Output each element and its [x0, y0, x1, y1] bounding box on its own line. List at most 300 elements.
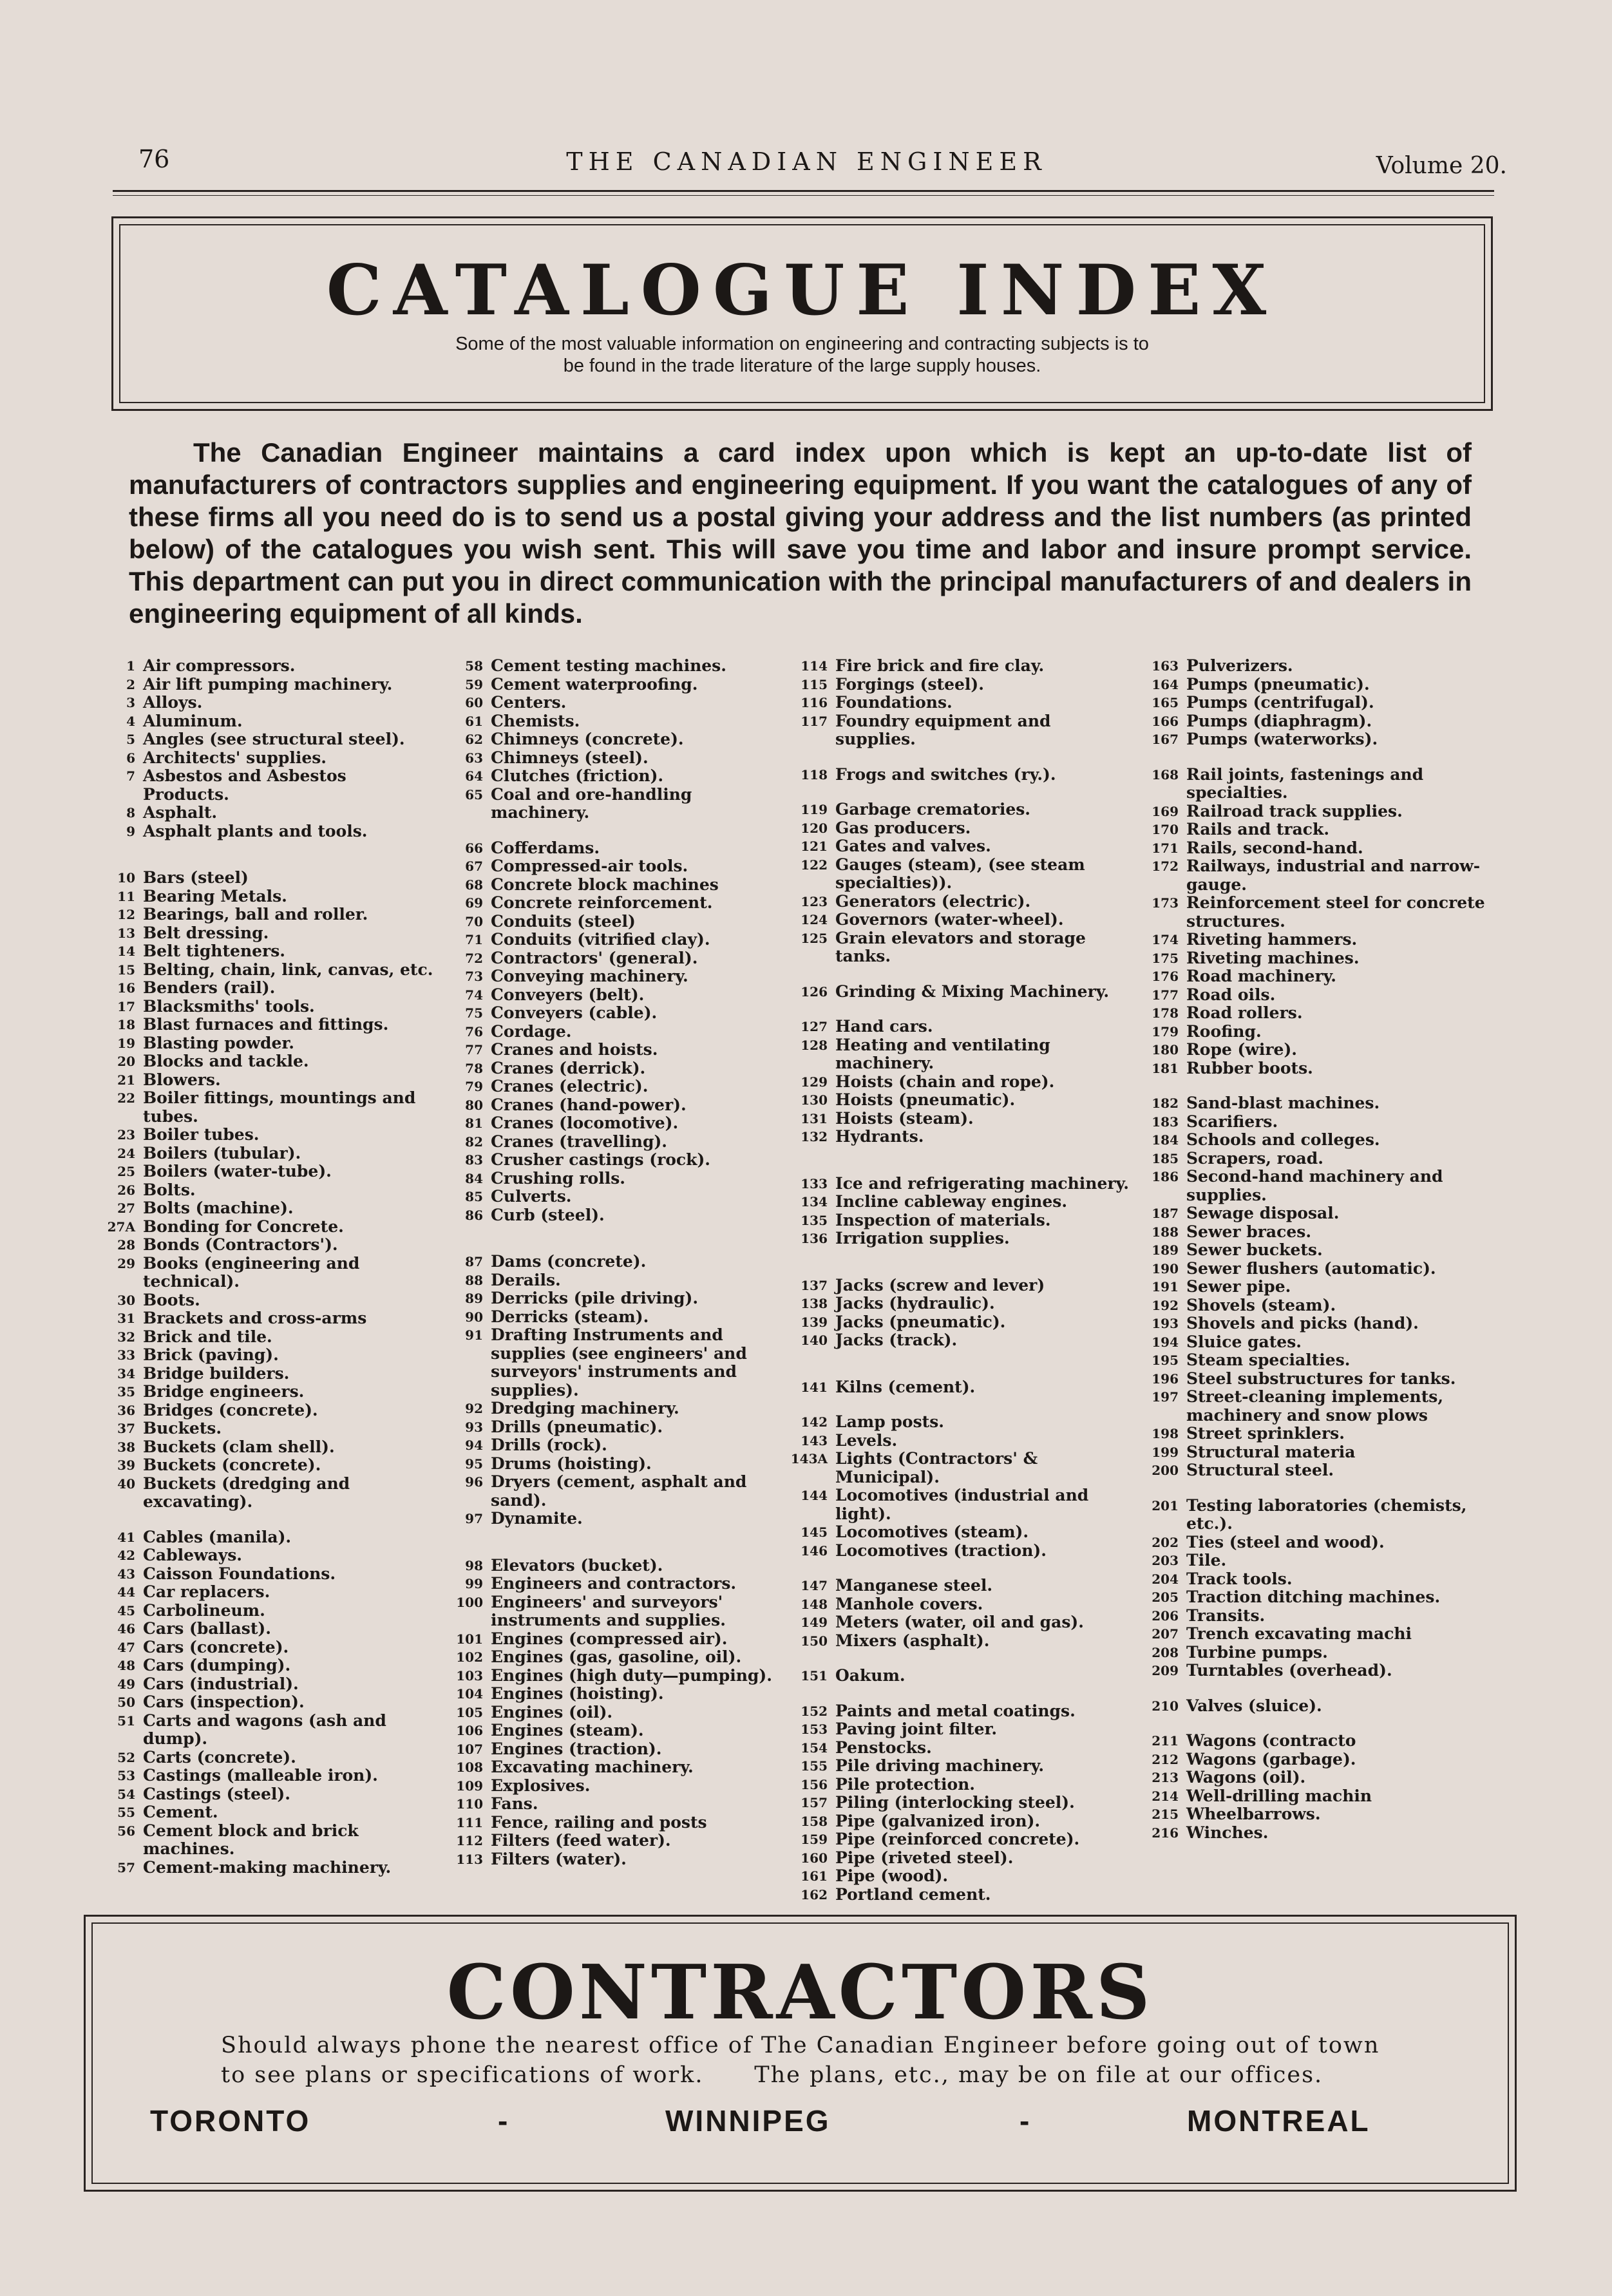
- index-entry-number: 98: [465, 1557, 483, 1573]
- catalogue-title: CATALOGUE INDEX: [326, 250, 1278, 331]
- index-entry: [444, 1575, 779, 1593]
- index-entry: [444, 749, 779, 768]
- index-entry: [444, 1685, 779, 1703]
- index-entry-number: 9: [126, 823, 135, 839]
- index-entry-label: Bars (steel): [143, 868, 249, 887]
- index-entry: [1140, 1113, 1488, 1132]
- city-separator-1: -: [498, 2104, 508, 2138]
- index-entry: [789, 766, 1133, 784]
- index-entry-label: Manganese steel.: [835, 1576, 993, 1595]
- index-entry: [444, 1630, 779, 1649]
- index-entry-label: Pipe (galvanized iron).: [835, 1811, 1041, 1830]
- index-entry: [789, 1073, 1133, 1092]
- index-entry-number: 72: [465, 950, 483, 966]
- index-entry-label: Buckets.: [143, 1419, 222, 1437]
- index-entry: [1140, 1296, 1488, 1315]
- index-entry: [789, 801, 1133, 819]
- catalogue-subtitle-line1: Some of the most valuable information on engineering and contracting subjects is to: [455, 334, 1149, 354]
- index-entry-label: Carts (concrete).: [143, 1747, 296, 1767]
- index-entry-label: Derricks (steam).: [491, 1307, 649, 1326]
- index-entry: [789, 1432, 1133, 1450]
- index-entry: [97, 1693, 435, 1712]
- index-entry-number: 168: [1152, 766, 1179, 783]
- index-entry: [444, 786, 779, 822]
- index-entry: [789, 1229, 1133, 1248]
- index-entry: [1140, 1041, 1488, 1059]
- index-entry: [1140, 986, 1488, 1005]
- index-entry-number: 17: [117, 998, 135, 1014]
- index-entry-label: Chimneys (concrete).: [491, 730, 684, 748]
- index-entry: [789, 1613, 1133, 1632]
- index-entry-label: Road oils.: [1186, 985, 1276, 1004]
- index-entry-label: Rails and track.: [1186, 820, 1330, 839]
- index-entry-number: 167: [1152, 732, 1179, 747]
- index-entry-number: 45: [117, 1602, 135, 1618]
- index-entry-number: 84: [465, 1170, 483, 1186]
- index-entry-label: Castings (steel).: [143, 1784, 290, 1803]
- index-entry-number: 191: [1152, 1279, 1179, 1295]
- index-entry: [444, 1271, 779, 1290]
- index-entry: [789, 1413, 1133, 1432]
- index-entry-number: 171: [1152, 840, 1179, 856]
- index-entry: [789, 1018, 1133, 1036]
- index-entry-label: Engineers' and surveyors' instruments and supplies.: [491, 1592, 726, 1629]
- catalogue-subtitle-line2: be found in the trade literature of the large supply houses.: [563, 356, 1041, 376]
- index-entry-label: Benders (rail).: [143, 978, 276, 997]
- index-entry-number: 70: [465, 913, 483, 929]
- index-entry: [97, 1401, 435, 1420]
- index-entry-label: Inspection of materials.: [835, 1210, 1051, 1229]
- index-entry-label: Lamp posts.: [835, 1412, 944, 1431]
- index-entry: [1140, 1570, 1488, 1589]
- index-entry-label: Asphalt.: [143, 803, 218, 822]
- index-entry-label: Fire brick and fire clay.: [835, 656, 1045, 675]
- index-entry-number: 18: [117, 1017, 135, 1032]
- index-entry: [789, 1667, 1133, 1685]
- index-entry: [1140, 1551, 1488, 1570]
- index-entry-number: 132: [801, 1129, 828, 1144]
- index-entry-label: Sewer buckets.: [1186, 1240, 1323, 1259]
- index-entry-number: 48: [117, 1658, 135, 1673]
- index-entry-number: 206: [1152, 1608, 1179, 1624]
- index-entry-label: Belting, chain, link, canvas, etc.: [143, 960, 433, 979]
- index-entry: [789, 1378, 1133, 1397]
- index-entry-number: 202: [1152, 1534, 1179, 1550]
- index-entry-number: 81: [465, 1115, 483, 1131]
- index-entry: [1140, 821, 1488, 839]
- header-rule-thin: [113, 195, 1494, 196]
- index-entry-number: 6: [126, 750, 135, 766]
- index-entry: [444, 676, 779, 694]
- index-entry-number: 177: [1152, 987, 1179, 1003]
- index-entry: [789, 1110, 1133, 1128]
- index-entry-number: 140: [801, 1333, 828, 1348]
- index-entry-label: Fans.: [491, 1794, 538, 1813]
- index-entry-number: 71: [465, 932, 483, 947]
- index-entry-number: 46: [117, 1621, 135, 1637]
- index-entry-number: 68: [465, 877, 483, 893]
- index-entry-label: Crushing rolls.: [491, 1168, 625, 1188]
- index-entry-label: Road rollers.: [1186, 1003, 1303, 1022]
- index-entry-number: 185: [1152, 1150, 1179, 1166]
- index-entry-number: 26: [117, 1182, 135, 1198]
- index-entry: [1140, 1260, 1488, 1278]
- index-entry-number: 66: [465, 840, 483, 856]
- index-entry-label: Street-cleaning implements, machinery and snow plows: [1186, 1387, 1444, 1425]
- index-entry-number: 93: [465, 1419, 483, 1435]
- index-entry: [789, 712, 1133, 749]
- index-entry-number: 186: [1152, 1169, 1179, 1184]
- index-entry-label: Dredging machinery.: [491, 1399, 679, 1418]
- index-entry-number: 20: [117, 1054, 135, 1069]
- index-entry-number: 13: [117, 925, 135, 941]
- index-entry-label: Track tools.: [1186, 1569, 1293, 1588]
- index-entry: [789, 1542, 1133, 1561]
- index-entry: [444, 1096, 779, 1115]
- index-entry: [97, 1016, 435, 1034]
- index-entry-number: 102: [456, 1649, 483, 1665]
- index-entry-label: Forgings (steel).: [835, 674, 984, 694]
- index-entry-number: 194: [1152, 1334, 1179, 1350]
- index-entry: [97, 676, 435, 694]
- index-entry-label: Structural materia: [1186, 1442, 1356, 1461]
- index-entry-label: Cranes and hoists.: [491, 1040, 658, 1059]
- index-entry: [444, 1722, 779, 1740]
- index-entry: [444, 1023, 779, 1041]
- index-entry-label: Conveyers (cable).: [491, 1003, 658, 1022]
- index-entry-label: Cars (industrial).: [143, 1674, 299, 1693]
- index-entry-number: 207: [1152, 1626, 1179, 1642]
- index-entry: [444, 1077, 779, 1096]
- index-entry: [97, 1638, 435, 1657]
- index-entry: [97, 1162, 435, 1181]
- index-entry-label: Heating and ventilating machinery.: [835, 1035, 1050, 1072]
- index-entry-number: 107: [456, 1741, 483, 1757]
- index-entry-label: Cement block and brick machines.: [143, 1821, 359, 1858]
- index-entry: [444, 712, 779, 731]
- index-entry-label: Gas producers.: [835, 818, 971, 837]
- index-entry: [1140, 1351, 1488, 1370]
- index-entry-number: 126: [801, 983, 828, 1000]
- index-entry-label: Crusher castings (rock).: [491, 1150, 711, 1169]
- index-entry: [1140, 949, 1488, 968]
- index-entry-number: 193: [1152, 1316, 1179, 1331]
- index-entry-number: 76: [465, 1023, 483, 1039]
- index-entry-number: 4: [126, 713, 135, 729]
- index-entry-number: 135: [801, 1212, 828, 1228]
- index-entry-number: 57: [117, 1859, 135, 1875]
- index-entry: [97, 1071, 435, 1090]
- index-entry-label: Schools and colleges.: [1186, 1130, 1380, 1149]
- index-entry-number: 3: [126, 695, 135, 710]
- index-column-2: [444, 657, 779, 1868]
- index-entry: [444, 876, 779, 895]
- index-entry: [1140, 1094, 1488, 1113]
- index-entry: [97, 694, 435, 712]
- index-entry-label: Concrete reinforcement.: [491, 893, 713, 912]
- index-entry-number: 96: [465, 1474, 483, 1490]
- index-entry-label: Cars (concrete).: [143, 1637, 289, 1656]
- index-entry-label: Garbage crematories.: [835, 800, 1031, 819]
- index-entry-label: Steam specialties.: [1186, 1351, 1351, 1369]
- index-entry-label: Governors (water-wheel).: [835, 910, 1064, 929]
- index-entry-label: Cement.: [143, 1803, 218, 1821]
- index-entry-number: 94: [465, 1437, 483, 1453]
- index-entry: [97, 1565, 435, 1584]
- index-entry-number: 139: [801, 1314, 828, 1330]
- index-entry-label: Reinforcement steel for concrete structures.: [1186, 893, 1485, 931]
- index-entry: [1140, 1533, 1488, 1552]
- index-entry-label: Traction ditching machines.: [1186, 1588, 1441, 1606]
- index-entry-label: Buckets (concrete).: [143, 1456, 321, 1474]
- index-entry-label: Hoists (chain and rope).: [835, 1072, 1055, 1091]
- index-entry-label: Grinding & Mixing Machinery.: [835, 982, 1110, 1001]
- index-entry-number: 137: [801, 1277, 828, 1293]
- index-entry-number: 58: [465, 658, 483, 674]
- index-entry-number: 23: [117, 1127, 135, 1143]
- index-entry-number: 113: [456, 1851, 483, 1867]
- index-entry-label: Shovels and picks (hand).: [1186, 1314, 1419, 1333]
- index-entry: [97, 1749, 435, 1767]
- index-entry-number: 42: [117, 1548, 135, 1563]
- index-entry-number: 27: [117, 1200, 135, 1216]
- index-entry-number: 61: [465, 713, 483, 729]
- index-entry-label: Conveyers (belt).: [491, 985, 645, 1004]
- index-entry-label: Cofferdams.: [491, 838, 600, 857]
- index-entry-label: Turntables (overhead).: [1186, 1661, 1392, 1680]
- index-entry-label: Excavating machinery.: [491, 1758, 694, 1776]
- index-entry: [444, 694, 779, 712]
- index-entry-number: 86: [465, 1207, 483, 1223]
- index-entry-label: Derails.: [491, 1270, 561, 1289]
- index-entry-label: Sewer braces.: [1186, 1222, 1312, 1241]
- index-entry-label: Clutches (friction).: [491, 766, 664, 785]
- index-entry-number: 154: [801, 1740, 828, 1756]
- index-entry: [444, 1740, 779, 1759]
- index-entry: [1140, 1607, 1488, 1626]
- index-entry-number: 34: [117, 1365, 135, 1381]
- index-entry-label: Road machinery.: [1186, 967, 1336, 985]
- index-entry-label: Foundry equipment and supplies.: [835, 711, 1051, 748]
- index-entry: [1140, 1805, 1488, 1824]
- index-entry-number: 133: [801, 1175, 828, 1191]
- index-entry-label: Cordage.: [491, 1021, 572, 1041]
- index-entry-number: 198: [1152, 1426, 1179, 1441]
- index-entry: [444, 931, 779, 949]
- index-entry-number: 85: [465, 1189, 483, 1204]
- index-entry-number: 82: [465, 1134, 483, 1150]
- index-entry-number: 36: [117, 1402, 135, 1418]
- index-entry-label: Castings (malleable iron).: [143, 1766, 378, 1785]
- index-entry-label: Levels.: [835, 1430, 898, 1450]
- page-header: [113, 145, 1507, 184]
- index-entry: [444, 1436, 779, 1455]
- index-entry-label: Hoists (steam).: [835, 1108, 974, 1128]
- index-entry-number: 32: [117, 1329, 135, 1345]
- index-entry-number: 62: [465, 732, 483, 747]
- index-entry: [97, 1803, 435, 1822]
- index-entry: [1140, 1278, 1488, 1296]
- index-entry: [444, 1832, 779, 1850]
- index-entry: [444, 767, 779, 786]
- index-entry-label: Cars (dumping).: [143, 1656, 291, 1675]
- index-entry: [444, 1455, 779, 1474]
- index-entry-number: 49: [117, 1676, 135, 1692]
- index-entry: [97, 1767, 435, 1785]
- index-entry-number: 197: [1152, 1389, 1179, 1405]
- index-entry: [97, 1089, 435, 1126]
- index-entry-number: 39: [117, 1457, 135, 1473]
- contractors-box: [84, 1915, 1517, 2192]
- index-entry: [97, 869, 435, 887]
- index-entry-label: Dryers (cement, asphalt and sand).: [491, 1472, 747, 1510]
- index-entry: [444, 1253, 779, 1271]
- index-entry-label: Engines (gas, gasoline, oil).: [491, 1647, 742, 1666]
- index-entry: [1140, 1732, 1488, 1750]
- index-entry-label: Locomotives (industrial and light).: [835, 1486, 1089, 1523]
- index-entry: [97, 1456, 435, 1475]
- index-entry-label: Compressed-air tools.: [491, 857, 688, 875]
- index-entry-label: Brackets and cross-arms: [143, 1309, 367, 1327]
- index-entry-label: Manhole covers.: [835, 1594, 983, 1613]
- index-entry: [1140, 1787, 1488, 1806]
- index-entry: [97, 1419, 435, 1438]
- index-entry-number: 111: [456, 1814, 483, 1830]
- index-entry-label: Engines (high duty—pumping).: [491, 1665, 772, 1685]
- index-entry-number: 119: [801, 802, 828, 817]
- index-entry-label: Incline cableway engines.: [835, 1192, 1068, 1211]
- index-entry: [789, 1812, 1133, 1831]
- index-entry: [1140, 894, 1488, 931]
- index-entry-label: Scrapers, road.: [1186, 1148, 1323, 1168]
- index-entry-label: Contractors' (general).: [491, 948, 698, 967]
- index-entry: [97, 961, 435, 980]
- index-entry: [444, 1059, 779, 1078]
- index-entry-number: 166: [1152, 713, 1179, 729]
- index-entry-label: Kilns (cement).: [835, 1377, 976, 1396]
- index-entry: [1140, 1644, 1488, 1662]
- index-entry-number: 196: [1152, 1371, 1179, 1387]
- index-entry: [789, 1867, 1133, 1886]
- index-entry-label: Shovels (steam).: [1186, 1295, 1336, 1314]
- index-entry-number: 181: [1152, 1060, 1179, 1076]
- index-entry-label: Derricks (pile driving).: [491, 1289, 699, 1307]
- index-entry-label: Air compressors.: [143, 656, 296, 675]
- index-entry: [444, 1667, 779, 1685]
- index-entry: [789, 911, 1133, 929]
- index-entry: [444, 986, 779, 1005]
- index-entry: [1140, 1168, 1488, 1204]
- index-entry-number: 8: [126, 805, 135, 821]
- index-entry: [789, 676, 1133, 694]
- index-entry: [1140, 1625, 1488, 1644]
- intro-paragraph: The Canadian Engineer maintains a card index upon which is kept an up-to-date list of manufacturers of contractors supplies and engineering equipment. If you want the catalogues of any of these firms all you need do is to send us a postal giving your address and the list numbers (as printed below) of the catalogues you wish sent. This will save you time and labor and insure prompt service. This department can put you in direct communication with the principal manufacturers of and dealers in engineering equipment of all kinds.: [129, 437, 1472, 629]
- index-entry-label: Penstocks.: [835, 1738, 932, 1757]
- index-column-4: [1140, 657, 1488, 1842]
- index-entry-label: Belt tighteners.: [143, 942, 285, 960]
- index-entry-number: 136: [801, 1231, 828, 1246]
- index-entry-number: 211: [1152, 1733, 1179, 1749]
- index-entry-label: Filters (feed water).: [491, 1831, 671, 1850]
- index-entry-label: Cranes (electric).: [491, 1077, 649, 1096]
- index-entry-number: 5: [126, 732, 135, 747]
- index-entry: [789, 1523, 1133, 1542]
- index-entry-number: 175: [1152, 950, 1179, 966]
- index-entry-label: Locomotives (steam).: [835, 1523, 1029, 1541]
- index-entry: [97, 1528, 435, 1547]
- index-entry-number: 50: [117, 1694, 135, 1710]
- index-entry: [444, 1648, 779, 1667]
- index-entry-number: 195: [1152, 1352, 1179, 1368]
- index-entry: [444, 1308, 779, 1327]
- index-entry-label: Wagons (garbage).: [1186, 1749, 1356, 1769]
- index-entry: [789, 893, 1133, 911]
- index-entry: [97, 1583, 435, 1602]
- index-entry: [444, 1758, 779, 1777]
- index-entry-label: Blowers.: [143, 1070, 221, 1089]
- index-entry: [97, 657, 435, 676]
- index-entry-label: Irrigation supplies.: [835, 1229, 1010, 1248]
- index-entry: [97, 1309, 435, 1328]
- index-entry-label: Roofing.: [1186, 1021, 1262, 1041]
- index-entry-label: Rubber boots.: [1186, 1058, 1313, 1077]
- index-entry-label: Railroad track supplies.: [1186, 801, 1403, 821]
- index-entry-label: Paints and metal coatings.: [835, 1701, 1076, 1720]
- index-entry-number: 114: [801, 658, 828, 674]
- index-entry-label: Cars (inspection).: [143, 1693, 305, 1711]
- index-entry: [444, 1133, 779, 1152]
- index-entry-label: Oakum.: [835, 1666, 906, 1685]
- index-entry: [789, 1794, 1133, 1812]
- index-column-1: [97, 657, 435, 1877]
- index-entry-label: Wagons (contracto: [1186, 1731, 1356, 1750]
- index-entry-number: 182: [1152, 1096, 1179, 1111]
- header-rule: [113, 190, 1494, 192]
- index-entry-number: 24: [117, 1145, 135, 1161]
- index-entry-label: Meters (water, oil and gas).: [835, 1613, 1084, 1631]
- index-entry-label: Cableways.: [143, 1546, 243, 1564]
- index-entry-number: 151: [801, 1668, 828, 1684]
- index-entry-label: Drums (hoisting).: [491, 1454, 652, 1473]
- index-entry: [97, 1675, 435, 1694]
- index-entry-label: Centers.: [491, 693, 567, 712]
- index-entry: [444, 1473, 779, 1510]
- index-entry-number: 54: [117, 1786, 135, 1802]
- index-entry-number: 146: [801, 1542, 828, 1559]
- index-entry-number: 215: [1152, 1807, 1179, 1822]
- index-entry-label: Bonding for Concrete.: [143, 1217, 344, 1236]
- index-entry: [789, 1849, 1133, 1868]
- index-entry-number: 134: [801, 1194, 828, 1210]
- index-entry-label: Fence, railing and posts: [491, 1812, 707, 1832]
- index-entry: [1140, 1750, 1488, 1769]
- index-entry-number: 99: [465, 1576, 483, 1591]
- index-entry-label: Dynamite.: [491, 1509, 583, 1528]
- index-entry-number: 213: [1152, 1770, 1179, 1785]
- index-entry-label: Riveting machines.: [1186, 948, 1360, 967]
- index-entry-number: 144: [801, 1488, 828, 1503]
- index-entry-number: 155: [801, 1758, 828, 1774]
- index-entry: [444, 1418, 779, 1437]
- index-entry-label: Hoists (pneumatic).: [835, 1090, 1016, 1109]
- index-entry-number: 131: [801, 1110, 828, 1126]
- index-entry-label: Testing laboratories (chemists, etc.).: [1186, 1495, 1467, 1533]
- page-number: 76: [138, 145, 170, 173]
- index-entry: [97, 804, 435, 822]
- index-entry-label: Elevators (bucket).: [491, 1555, 663, 1575]
- index-entry-number: 120: [801, 820, 828, 836]
- index-entry: [444, 1041, 779, 1059]
